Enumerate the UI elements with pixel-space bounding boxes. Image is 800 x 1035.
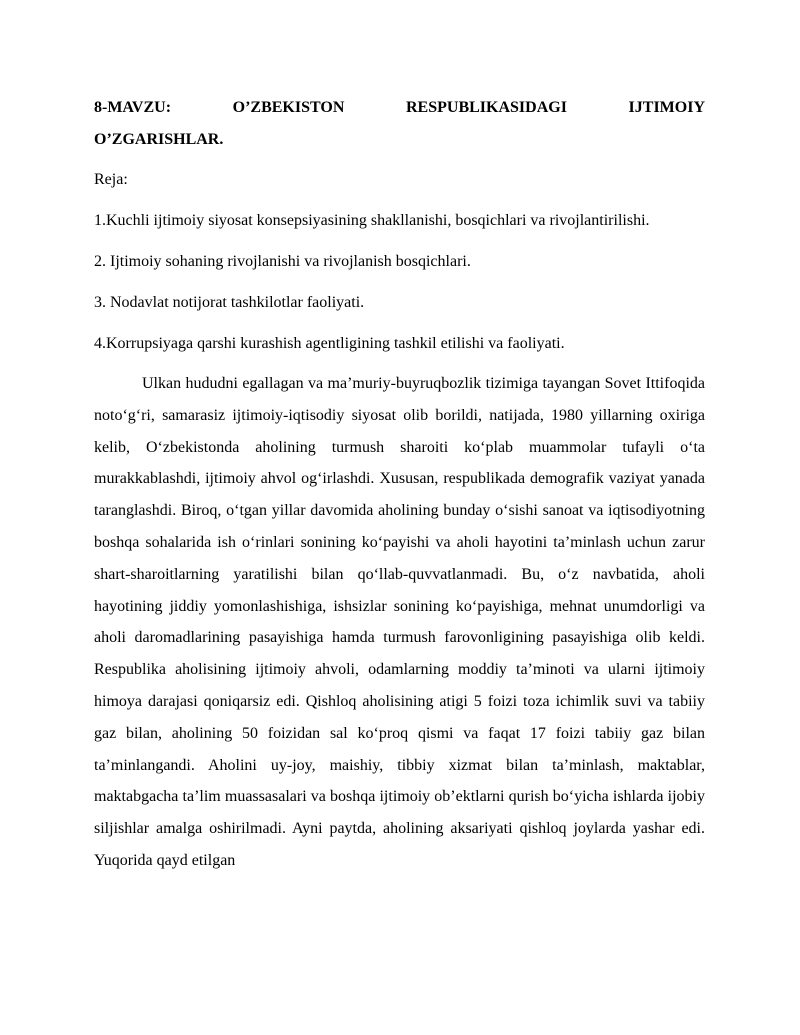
plan-item: 3. Nodavlat notijorat tashkilotlar faoliyati. [94,294,365,311]
title-word: RESPUBLIKASIDAGI [406,99,567,116]
plan-item: 4.Korrupsiyaga qarshi kurashish agentligining tashkil etilishi va faoliyati. [94,335,565,352]
plan-label: Reja: [94,171,128,188]
title-word: 8-MAVZU: [94,99,172,116]
document-page [94,92,705,877]
title-line-2: O’ZGARISHLAR. [94,131,224,148]
document-title [94,92,705,156]
plan-item: 2. Ijtimoiy sohaning rivojlanishi va rivojlanish bosqichlari. [94,253,471,270]
plan-item: 1.Kuchli ijtimoiy siyosat konsepsiyasining shakllanishi, bosqichlari va rivojlantirilishi. [94,212,650,229]
title-line-1 [94,92,705,124]
body-paragraph: Ulkan hududni egallagan va ma’muriy-buyruqbozlik tizimiga tayangan Sovet Ittifoqida noto‘g‘ri, samarasiz ijtimoiy-iqtisodiy siyosat olib borildi, natijada, 1980 yillarning oxiriga kelib, O‘zbekistonda aholining turmush sharoiti ko‘plab muammolar tufayli o‘ta murakkablashdi, ijtimoiy ahvol og‘irlashdi. Xususan, respublikada demografik vaziyat yanada taranglashdi. Biroq, o‘tgan yillar davomida aholining bunday o‘sishi sanoat va iqtisodiyotning boshqa sohalarida ish o‘rinlari sonining ko‘payishi va aholi hayotini ta’minlash uchun zarur shart-sharoitlarning yaratilishi bilan qo‘llab-quvvatlanmadi. Bu, o‘z navbatida, aholi hayotining jiddiy yomonlashishiga, ishsizlar sonining ko‘payishiga, mehnat unumdorligi va aholi daromadlarining pasayishiga hamda turmush farovonligining pasayishiga olib keldi. Respublika aholisining ijtimoiy ahvoli, odamlarning moddiy ta’minoti va ularni ijtimoiy himoya darajasi qoniqarsiz edi. Qishloq aholisining atigi 5 foizi toza ichimlik suvi va tabiiy gaz bilan, aholining 50 foizidan sal ko‘proq qismi va faqat 17 foizi tabiiy gaz bilan ta’minlangandi. Aholini uy-joy, maishiy, tibbiy xizmat bilan ta’minlash, maktablar, maktabgacha ta’lim muassasalari va boshqa ijtimoiy ob’ektlarni qurish bo‘yicha ishlarda ijobiy siljishlar amalga oshirilmadi. Ayni paytda, aholining aksariyati qishloq joylarda yashar edi. Yuqorida qayd etilgan [94,375,705,869]
title-word: O’ZBEKISTON [232,99,345,116]
title-word: IJTIMOIY [628,99,705,116]
